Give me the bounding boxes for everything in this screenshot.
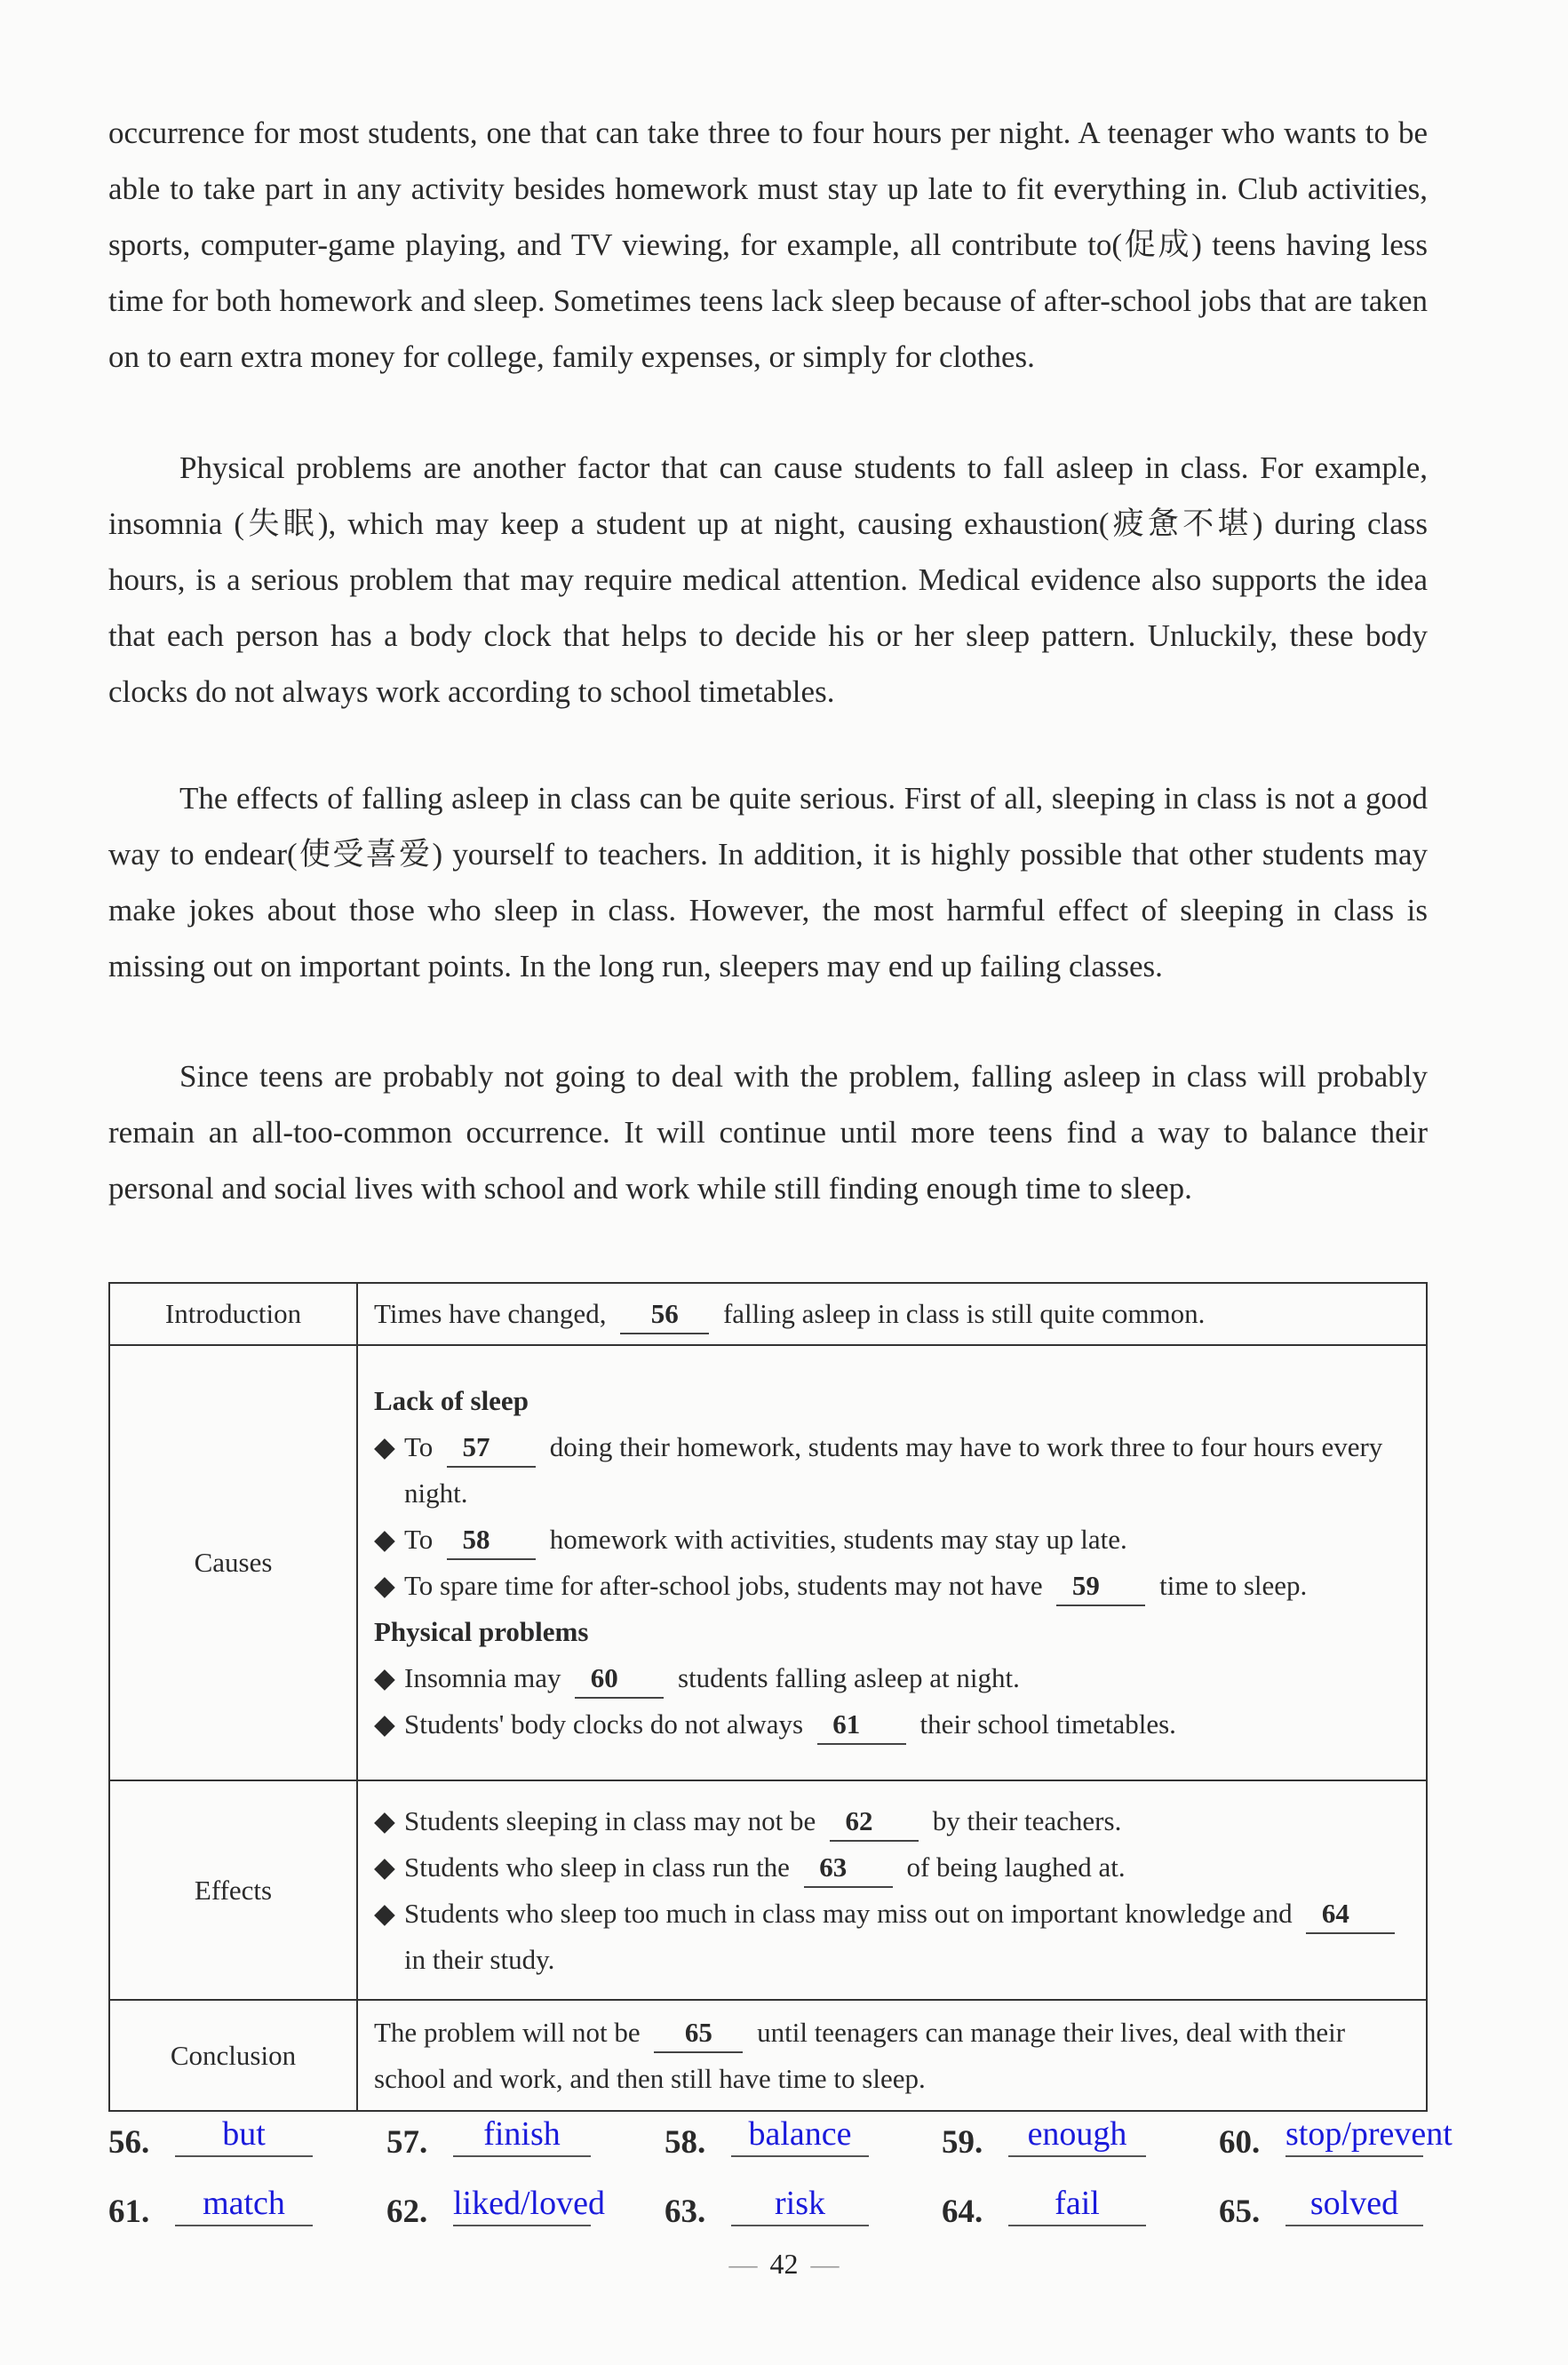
cause-item-57: ◆ To 57 doing their homework, students may have to work three to four hours every night.	[374, 1424, 1413, 1517]
diamond-bullet-icon: ◆	[374, 1804, 395, 1836]
subheading-lack-of-sleep: Lack of sleep	[374, 1385, 529, 1416]
paragraph-3: The effects of falling asleep in class can be quite serious. First of all, sleeping in class is not a good way to endear(使受喜爱) yourself to teachers. In addition, it is highly possible that other students may make jokes about those who sleep in class. However, the most harmful effect of sleeping in class is missing out on important points. In the long run, sleepers may end up failing classes.	[108, 781, 1428, 983]
answer-row-2: 61. match 62. liked/loved 63. risk 64. fail 65. solved	[108, 2182, 1494, 2235]
cause-item-60: ◆ Insomnia may 60 students falling asleep at night.	[374, 1655, 1413, 1701]
effect-item-62: ◆ Students sleeping in class may not be 62 by their teachers.	[374, 1798, 1413, 1844]
blank-63[interactable]: 63	[804, 1849, 893, 1888]
blank-59[interactable]: 59	[1056, 1567, 1145, 1606]
paragraph-1: occurrence for most students, one that can take three to four hours per night. A teenager who wants to be able to take part in any activity besides homework must stay up late to fit everything in. Club activities, sports, computer-game playing, and TV viewing, for example, all contribute to(促成) teens having less time for both homework and sleep. Sometimes teens lack sleep because of after-school jobs that are taken on to earn extra money for college, family expenses, or simply for clothes.	[108, 115, 1428, 374]
row-introduction	[109, 1283, 1427, 1345]
blank-64[interactable]: 64	[1306, 1895, 1395, 1934]
blank-61[interactable]: 61	[817, 1706, 906, 1745]
blank-58[interactable]: 58	[447, 1521, 536, 1560]
row-effects	[109, 1780, 1427, 2000]
paragraph-2: Physical problems are another factor that can cause students to fall asleep in class. For example, insomnia (失眠), which may keep a student up at night, causing exhaustion(疲惫不堪) during class hours, is a serious problem that may require medical attention. Medical evidence also supports the idea that each person has a body clock that helps to decide his or her sleep pattern. Unluckily, these body clocks do not always work according to school timetables.	[108, 450, 1428, 709]
label-introduction: Introduction	[109, 1283, 357, 1345]
paragraph-4: Since teens are probably not going to deal with the problem, falling asleep in class will probably remain an all-too-common occurrence. It will continue until more teens find a way to balance their personal and social lives with school and work while still finding enough time to sleep.	[108, 1059, 1428, 1206]
blank-60[interactable]: 60	[575, 1660, 664, 1699]
answer-row-1: 56. but 57. finish 58. balance 59. enough 60. stop/prevent	[108, 2113, 1494, 2166]
row-conclusion	[109, 2000, 1427, 2111]
diamond-bullet-icon: ◆	[374, 1431, 395, 1462]
blank-56[interactable]: 56	[620, 1295, 709, 1334]
cause-item-58: ◆ To 58 homework with activities, students may stay up late.	[374, 1517, 1413, 1563]
subheading-physical-problems: Physical problems	[374, 1616, 589, 1647]
row-causes	[109, 1345, 1427, 1780]
label-conclusion: Conclusion	[109, 2000, 357, 2111]
content-effects	[357, 1780, 1427, 2000]
cause-item-59: ◆ To spare time for after-school jobs, students may not have 59 time to sleep.	[374, 1563, 1413, 1609]
blank-57[interactable]: 57	[447, 1429, 536, 1468]
label-causes: Causes	[109, 1345, 357, 1780]
diamond-bullet-icon: ◆	[374, 1662, 395, 1693]
effect-item-63: ◆ Students who sleep in class run the 63 of being laughed at.	[374, 1844, 1413, 1891]
diamond-bullet-icon: ◆	[374, 1570, 395, 1601]
page-number: — 42 —	[728, 2248, 840, 2280]
cause-item-61: ◆ Students' body clocks do not always 61 their school timetables.	[374, 1701, 1413, 1748]
outline-table	[108, 1282, 1428, 2112]
effect-item-64: ◆ Students who sleep too much in class may miss out on important knowledge and 64 in their study.	[374, 1891, 1413, 1983]
blank-62[interactable]: 62	[830, 1803, 919, 1842]
label-effects: Effects	[109, 1780, 357, 2000]
content-causes	[357, 1345, 1427, 1780]
content-introduction: Times have changed, 56 falling asleep in class is still quite common.	[357, 1283, 1427, 1345]
diamond-bullet-icon: ◆	[374, 1708, 395, 1740]
blank-65[interactable]: 65	[654, 2014, 743, 2053]
diamond-bullet-icon: ◆	[374, 1851, 395, 1883]
diamond-bullet-icon: ◆	[374, 1897, 395, 1929]
content-conclusion: The problem will not be 65 until teenagers can manage their lives, deal with their school and work, and then still have time to sleep.	[357, 2000, 1427, 2111]
diamond-bullet-icon: ◆	[374, 1524, 395, 1555]
